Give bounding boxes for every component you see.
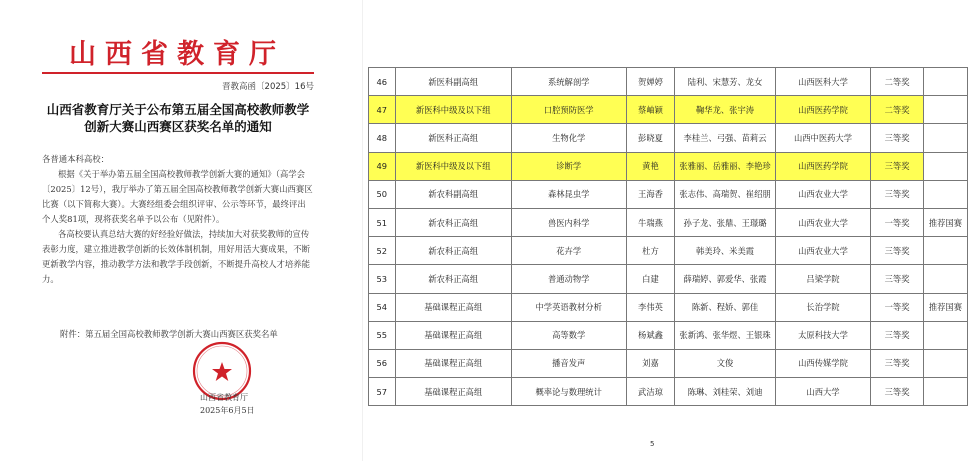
award-level-cell: 三等奖	[871, 152, 924, 180]
school-cell: 长治学院	[775, 293, 871, 321]
team-members-cell: 陈琳、刘桂荣、刘迪	[675, 378, 775, 406]
row-number: 49	[369, 152, 396, 180]
row-number: 52	[369, 237, 396, 265]
lead-teacher-cell: 杨斌鑫	[626, 321, 675, 349]
table-row	[369, 68, 968, 96]
row-number: 54	[369, 293, 396, 321]
row-number: 46	[369, 68, 396, 96]
award-table	[368, 67, 968, 406]
team-members-cell: 文俊	[675, 349, 775, 377]
table-row	[369, 152, 968, 180]
row-number: 53	[369, 265, 396, 293]
course-cell: 中学英语教材分析	[511, 293, 626, 321]
award-level-cell: 二等奖	[871, 68, 924, 96]
school-cell: 山西医药学院	[775, 152, 871, 180]
group-cell: 新医科中级及以下组	[395, 96, 511, 124]
row-number: 48	[369, 124, 396, 152]
table-row	[369, 265, 968, 293]
school-cell: 山西农业大学	[775, 180, 871, 208]
school-cell: 山西医药学院	[775, 96, 871, 124]
award-level-cell: 一等奖	[871, 293, 924, 321]
recommendation-cell: 推荐国赛	[923, 208, 967, 236]
recommendation-cell	[923, 180, 967, 208]
award-level-cell: 三等奖	[871, 349, 924, 377]
course-cell: 兽医内科学	[511, 208, 626, 236]
lead-teacher-cell: 李伟英	[626, 293, 675, 321]
lead-teacher-cell: 武洁琼	[626, 378, 675, 406]
table-row	[369, 321, 968, 349]
team-members-cell: 鞠华龙、张宇涛	[675, 96, 775, 124]
recommendation-cell	[923, 265, 967, 293]
course-cell: 花卉学	[511, 237, 626, 265]
team-members-cell: 张雅丽、岳雅丽、李艳珍	[675, 152, 775, 180]
course-cell: 诊断学	[511, 152, 626, 180]
award-level-cell: 三等奖	[871, 321, 924, 349]
signing-date: 2025年6月5日	[200, 406, 255, 415]
lead-teacher-cell: 蔡岫颖	[626, 96, 675, 124]
lead-teacher-cell: 彭晓夏	[626, 124, 675, 152]
group-cell: 基础课程正高组	[395, 349, 511, 377]
group-cell: 基础课程正高组	[395, 293, 511, 321]
group-cell: 基础课程正高组	[395, 321, 511, 349]
recommendation-cell	[923, 349, 967, 377]
school-cell: 山西大学	[775, 378, 871, 406]
group-cell: 新农科正高组	[395, 208, 511, 236]
notice-page	[0, 0, 362, 461]
group-cell: 基础课程正高组	[395, 378, 511, 406]
course-cell: 高等数学	[511, 321, 626, 349]
header-red-rule	[42, 72, 314, 74]
group-cell: 新医科中级及以下组	[395, 152, 511, 180]
award-level-cell: 三等奖	[871, 180, 924, 208]
team-members-cell: 陆利、宋慧芳、龙女	[675, 68, 775, 96]
recommendation-cell	[923, 152, 967, 180]
lead-teacher-cell: 牛瑞燕	[626, 208, 675, 236]
award-level-cell: 三等奖	[871, 378, 924, 406]
group-cell: 新农科正高组	[395, 265, 511, 293]
document-heading: 山西省教育厅关于公布第五届全国高校教师教学创新大赛山西赛区获奖名单的通知	[46, 102, 310, 134]
course-cell: 概率论与数理统计	[511, 378, 626, 406]
lead-teacher-cell: 白建	[626, 265, 675, 293]
recommendation-cell: 推荐国赛	[923, 293, 967, 321]
school-cell: 太原科技大学	[775, 321, 871, 349]
attachment-note: 附件：第五届全国高校教师教学创新大赛山西赛区获奖名单	[60, 329, 278, 339]
award-level-cell: 二等奖	[871, 96, 924, 124]
recommendation-cell	[923, 96, 967, 124]
award-level-cell: 一等奖	[871, 208, 924, 236]
school-cell: 山西传媒学院	[775, 349, 871, 377]
recommendation-cell	[923, 321, 967, 349]
table-row	[369, 349, 968, 377]
row-number: 51	[369, 208, 396, 236]
document-header-title: 山西省教育厅	[69, 39, 285, 70]
course-cell: 生物化学	[511, 124, 626, 152]
team-members-cell: 韩美玲、米美霞	[675, 237, 775, 265]
lead-teacher-cell: 王海香	[626, 180, 675, 208]
course-cell: 播音发声	[511, 349, 626, 377]
group-cell: 新农科正高组	[395, 237, 511, 265]
award-list-page	[363, 0, 968, 461]
group-cell: 新医科正高组	[395, 124, 511, 152]
row-number: 56	[369, 349, 396, 377]
table-row	[369, 180, 968, 208]
award-level-cell: 三等奖	[871, 265, 924, 293]
team-members-cell: 孙子龙、张鼎、王璟璐	[675, 208, 775, 236]
team-members-cell: 陈新、程娇、郭佳	[675, 293, 775, 321]
school-cell: 山西农业大学	[775, 237, 871, 265]
row-number: 47	[369, 96, 396, 124]
table-row	[369, 378, 968, 406]
recommendation-cell	[923, 124, 967, 152]
body-paragraph-1: 根据《关于举办第五届全国高校教师教学创新大赛的通知》（高学会〔2025〕12号），我厅举办了第五届全国高校教师教学创新大赛山西赛区比赛（以下简称大赛）。大赛经组委会组织评审、公示等环节，最终评出个人奖81项，现将获奖名单予以公布（见附件）。	[42, 169, 313, 224]
school-cell: 吕梁学院	[775, 265, 871, 293]
page-number: 5	[650, 440, 655, 448]
team-members-cell: 张志伟、高瑞贺、崔绍朋	[675, 180, 775, 208]
body-paragraph-2: 各高校要认真总结大赛的好经验好做法，持续加大对获奖教师的宣传表彰力度，建立推进教学创新的长效体制机制，用好用活大赛成果，不断更新教学内容，推动教学方法和教学手段创新，不断提升高校人才培养能力。	[42, 229, 310, 284]
recommendation-cell	[923, 68, 967, 96]
row-number: 50	[369, 180, 396, 208]
course-cell: 系统解剖学	[511, 68, 626, 96]
table-row	[369, 124, 968, 152]
group-cell: 新医科副高组	[395, 68, 511, 96]
table-row	[369, 237, 968, 265]
recommendation-cell	[923, 237, 967, 265]
school-cell: 山西医科大学	[775, 68, 871, 96]
row-number: 57	[369, 378, 396, 406]
table-row	[369, 96, 968, 124]
team-members-cell: 张新鸿、张华煜、王银珠	[675, 321, 775, 349]
document-number: 晋教高函〔2025〕16号	[222, 82, 314, 92]
school-cell: 山西农业大学	[775, 208, 871, 236]
school-cell: 山西中医药大学	[775, 124, 871, 152]
lead-teacher-cell: 杜方	[626, 237, 675, 265]
award-level-cell: 三等奖	[871, 124, 924, 152]
course-cell: 口腔预防医学	[511, 96, 626, 124]
notice-body	[42, 152, 314, 287]
lead-teacher-cell: 黄艳	[626, 152, 675, 180]
group-cell: 新农科副高组	[395, 180, 511, 208]
lead-teacher-cell: 贺婵婷	[626, 68, 675, 96]
award-level-cell: 三等奖	[871, 237, 924, 265]
course-cell: 普通动物学	[511, 265, 626, 293]
recommendation-cell	[923, 378, 967, 406]
salutation: 各普通本科高校：	[42, 154, 109, 164]
team-members-cell: 李桂兰、弓强、苗莉云	[675, 124, 775, 152]
table-row	[369, 208, 968, 236]
signing-organization: 山西省教育厅	[200, 393, 248, 402]
lead-teacher-cell: 刘嘉	[626, 349, 675, 377]
team-members-cell: 薛瑞婷、郭爱华、张霞	[675, 265, 775, 293]
course-cell: 森林昆虫学	[511, 180, 626, 208]
row-number: 55	[369, 321, 396, 349]
table-row	[369, 293, 968, 321]
